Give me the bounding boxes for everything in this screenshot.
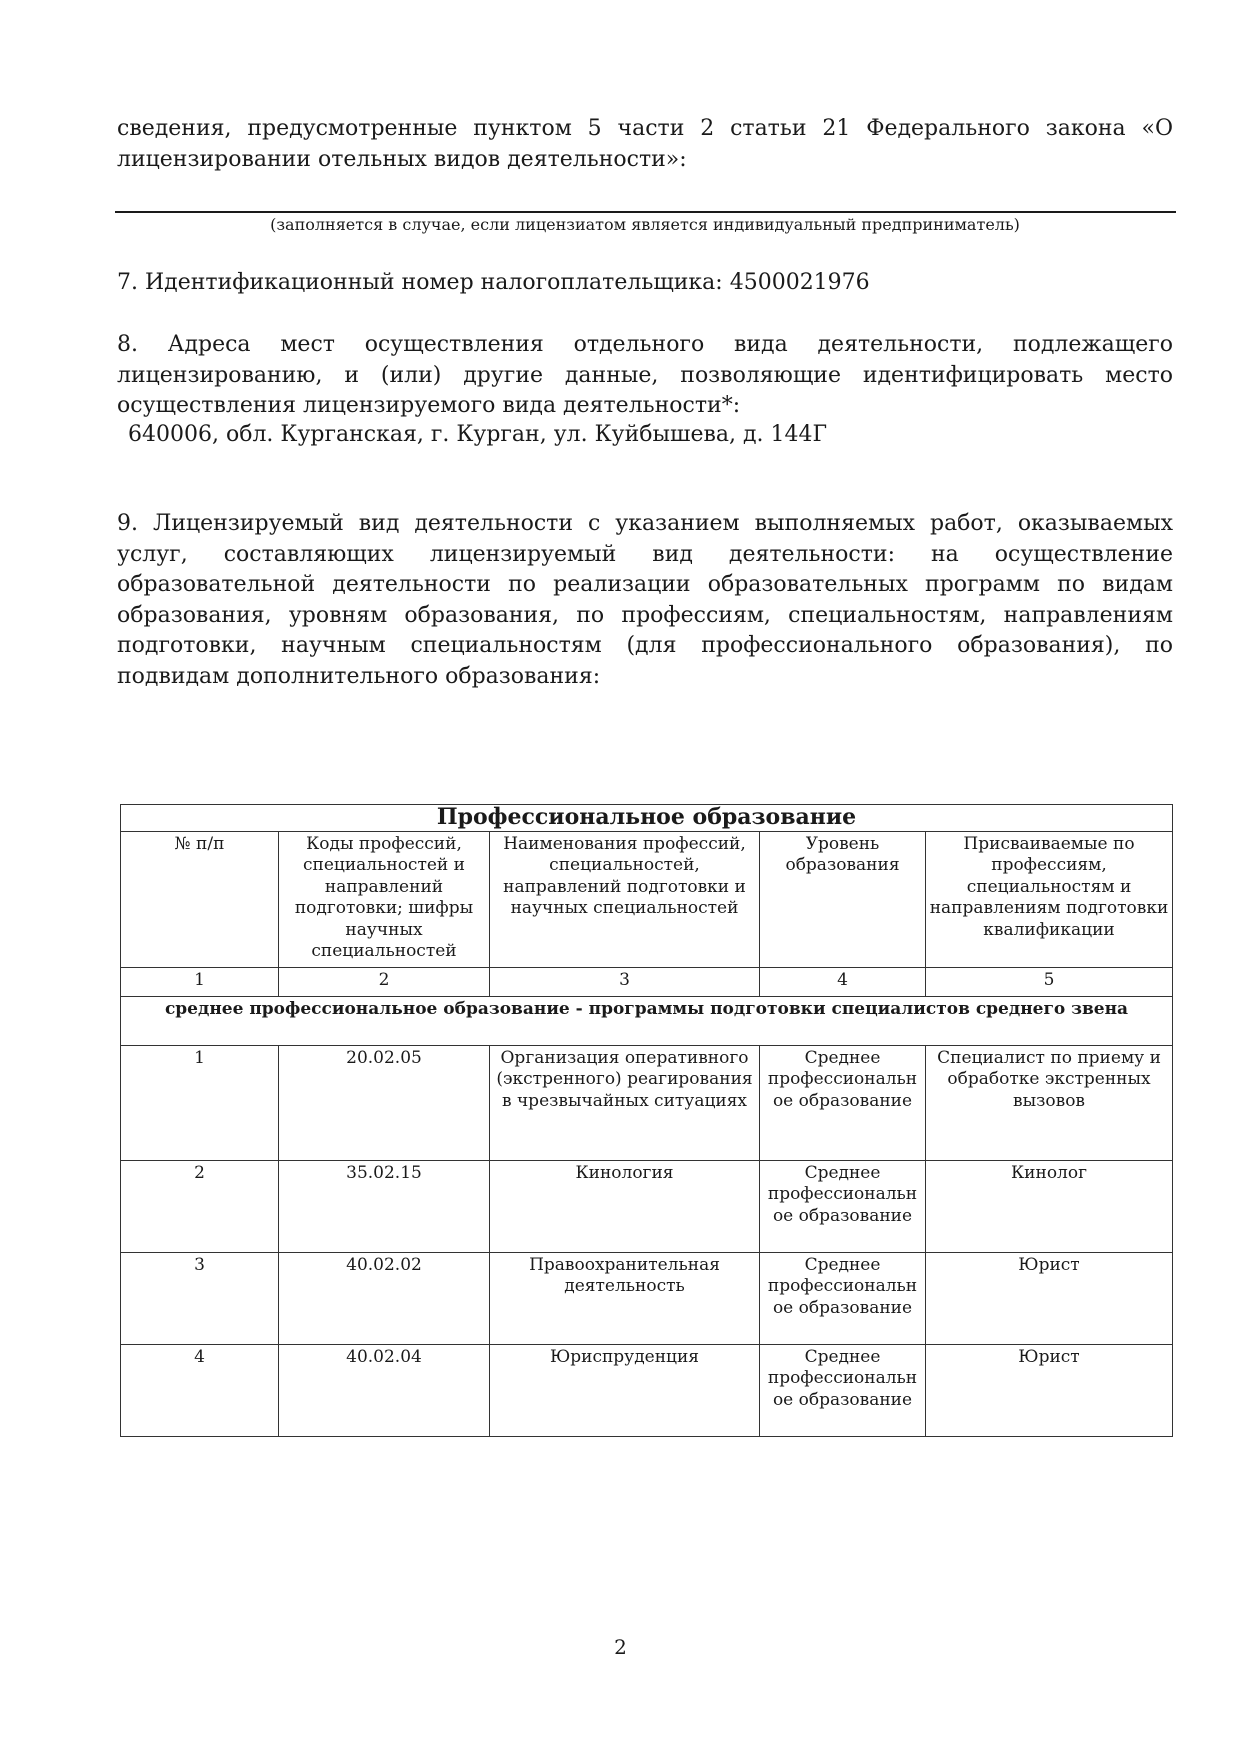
fill-in-line	[115, 211, 1176, 213]
item-9-activity: 9. Лицензируемый вид деятельности с указанием выполняемых работ, оказываемых услуг, составляющих лицензируемый вид деятельности: на осуществление образовательной деятельности по реализации образовательных программ по видам образования, уровням образования, по профессиям, специальностям, направлениям подготовки, научным специальностям (для профессионального образования), по подвидам дополнительного образования:	[117, 511, 1173, 689]
row-number: 2	[121, 1160, 279, 1252]
row-qualification: Юрист	[926, 1252, 1173, 1344]
column-number: 5	[926, 967, 1173, 996]
row-level: Среднее профессиональное образование	[760, 1045, 926, 1160]
column-number: 2	[279, 967, 490, 996]
row-level: Среднее профессиональное образование	[760, 1160, 926, 1252]
row-name: Организация оперативного (экстренного) реагирования в чрезвычайных ситуациях	[490, 1045, 760, 1160]
table-row	[121, 1160, 1173, 1252]
table-row	[121, 1045, 1173, 1160]
row-code: 20.02.05	[279, 1045, 490, 1160]
row-qualification: Кинолог	[926, 1160, 1173, 1252]
column-number: 4	[760, 967, 926, 996]
row-name: Кинология	[490, 1160, 760, 1252]
row-qualification: Юрист	[926, 1344, 1173, 1436]
row-qualification: Специалист по приему и обработке экстренных вызовов	[926, 1045, 1173, 1160]
row-name: Правоохранительная деятельность	[490, 1252, 760, 1344]
section-title: среднее профессиональное образование - программы подготовки специалистов среднего звена	[121, 996, 1173, 1045]
header-qualifications: Присваиваемые по профессиям, специальностям и направлениям подготовки квалификации	[926, 831, 1173, 967]
header-codes: Коды профессий, специальностей и направлений подготовки; шифры научных специальностей	[279, 831, 490, 967]
row-level: Среднее профессиональное образование	[760, 1252, 926, 1344]
row-code: 40.02.02	[279, 1252, 490, 1344]
page-number: 2	[614, 1635, 627, 1659]
intro-paragraph: сведения, предусмотренные пунктом 5 части 2 статьи 21 Федерального закона «О лицензировании отельных видов деятельности»:	[117, 116, 1173, 172]
item-8-addresses: 8. Адреса мест осуществления отдельного вида деятельности, подлежащего лицензированию, и (или) другие данные, позволяющие идентифицировать место осуществления лицензируемого вида деятельности*:	[117, 332, 1173, 418]
header-number: № п/п	[121, 831, 279, 967]
row-code: 35.02.15	[279, 1160, 490, 1252]
row-number: 4	[121, 1344, 279, 1436]
education-table	[120, 804, 1173, 1437]
row-code: 40.02.04	[279, 1344, 490, 1436]
table-header-row	[121, 831, 1173, 967]
section-row	[121, 996, 1173, 1045]
header-level: Уровень образования	[760, 831, 926, 967]
column-number-row	[121, 967, 1173, 996]
header-names: Наименования профессий, специальностей, направлений подготовки и научных специальностей	[490, 831, 760, 967]
column-number: 1	[121, 967, 279, 996]
row-name: Юриспруденция	[490, 1344, 760, 1436]
row-number: 1	[121, 1045, 279, 1160]
item-8-address-value: 640006, обл. Курганская, г. Курган, ул. Куйбышева, д. 144Г	[128, 422, 828, 447]
row-level: Среднее профессиональное образование	[760, 1344, 926, 1436]
item-7-inn: 7. Идентификационный номер налогоплательщика: 4500021976	[117, 270, 870, 295]
table-title-row	[121, 805, 1173, 832]
table-title: Профессиональное образование	[121, 805, 1173, 832]
fill-in-note: (заполняется в случае, если лицензиатом является индивидуальный предприниматель)	[270, 215, 1020, 234]
table-row	[121, 1344, 1173, 1436]
column-number: 3	[490, 967, 760, 996]
row-number: 3	[121, 1252, 279, 1344]
table-row	[121, 1252, 1173, 1344]
